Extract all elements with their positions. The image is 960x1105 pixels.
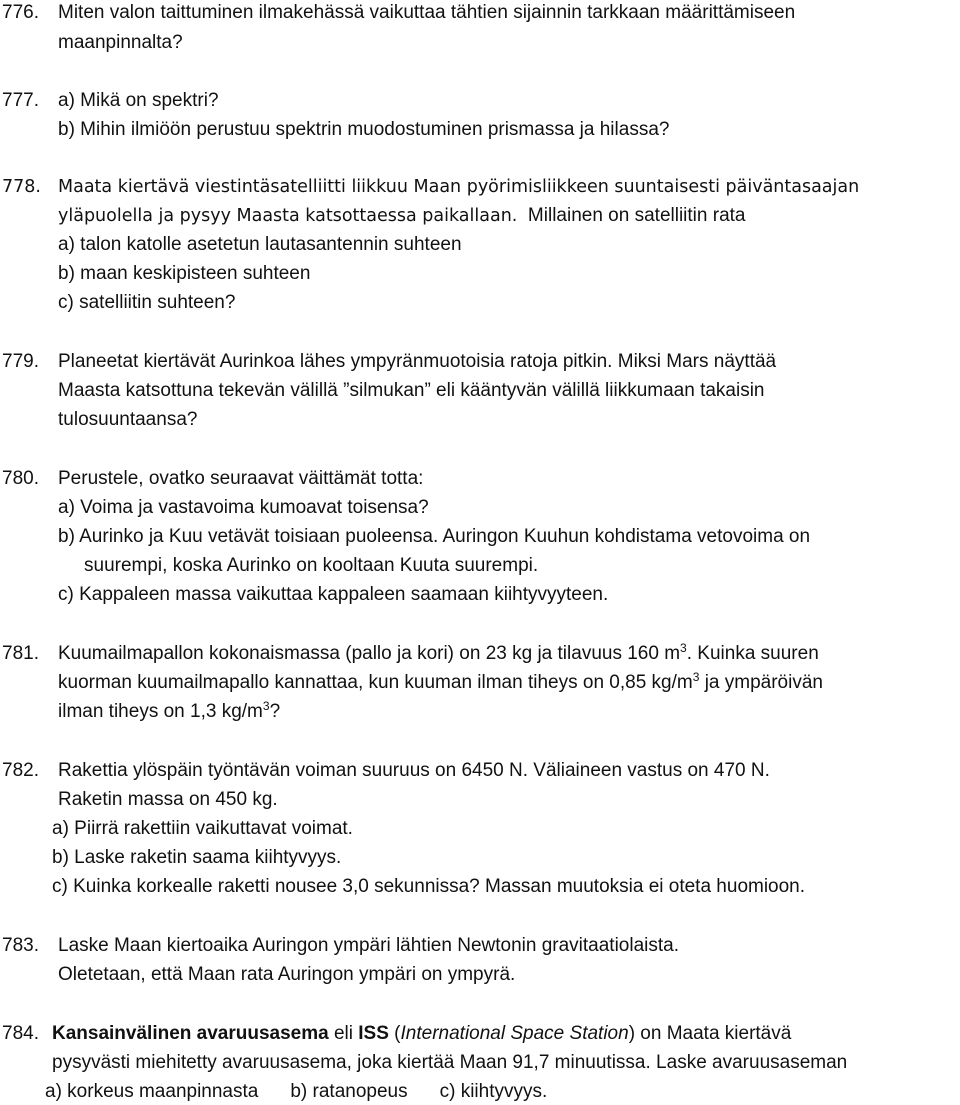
problem-text: Rakettia ylöspäin työntävän voiman suuruus on 6450 N. Väliaineen vastus on 470 N. (58, 760, 770, 781)
problem-784-line-1 (2, 1021, 791, 1047)
problem-text: Perustele, ovatko seuraavat väittämät totta: (58, 468, 424, 489)
problem-782-line-c (52, 874, 805, 900)
problem-781-line-3 (58, 699, 280, 725)
problem-text: ( (388, 1023, 401, 1044)
problem-text: Maata kiertävä viestintäsatelliitti liikkuu Maan pyörimisliikkeen suuntaisesti päiväntasaajan (58, 177, 860, 197)
problem-782-line-2 (58, 787, 278, 813)
superscript: 3 (692, 670, 700, 684)
problem-782-line-b (52, 845, 341, 871)
subquestion-b: b) Mihin ilmiöön perustuu spektrin muodostuminen prismassa ja hilassa? (58, 119, 670, 140)
problem-text: Millainen on satelliitin rata (527, 205, 746, 226)
problem-text: ? (269, 701, 281, 722)
problem-text: maanpinnalta? (58, 32, 183, 53)
bold-term: Kansainvälinen avaruusasema (52, 1023, 329, 1044)
problem-text: eli (328, 1023, 359, 1044)
problem-number: 779. (2, 351, 39, 372)
subquestion-a: a) korkeus maanpinnasta (45, 1081, 259, 1102)
problem-number: 783. (2, 935, 39, 956)
problem-778-line-b (58, 261, 310, 287)
problem-number: 780. (2, 468, 39, 489)
italic-term: International Space Station (400, 1023, 629, 1044)
problem-text: ) on Maata kiertävä (628, 1023, 792, 1044)
problem-780-line-c (58, 582, 608, 608)
problem-text: . Kuinka suuren (686, 643, 819, 664)
subquestion-c: c) satelliitin suhteen? (58, 292, 236, 313)
problem-781-line-1 (2, 641, 819, 667)
subquestion-a: a) Voima ja vastavoima kumoavat toisensa? (58, 497, 429, 518)
problem-780-line-b2 (84, 553, 538, 579)
problem-text: Maasta katsottuna tekevän välillä ”silmukan” eli kääntyvän välillä liikkumaan takaisin (58, 380, 765, 401)
problem-text: Raketin massa on 450 kg. (58, 789, 278, 810)
problem-number: 781. (2, 643, 39, 664)
problem-777-line-a (2, 88, 219, 114)
bold-acronym: ISS (358, 1023, 389, 1044)
problem-text: Laske Maan kiertoaika Auringon ympäri lähtien Newtonin gravitaatiolaista. (58, 935, 680, 956)
problem-777-line-b (58, 117, 669, 143)
subquestion-b: b) maan keskipisteen suhteen (58, 263, 311, 284)
problem-text: tulosuuntaansa? (58, 409, 198, 430)
problem-text: Kuumailmapallon kokonaismassa (pallo ja kori) on 23 kg ja tilavuus 160 m (58, 643, 681, 664)
subquestion-a: a) Mikä on spektri? (58, 90, 219, 111)
problem-number: 776. (2, 2, 39, 23)
problem-number: 784. (2, 1023, 39, 1044)
problem-text: kuorman kuumailmapallo kannattaa, kun kuuman ilman tiheys on 0,85 kg/m (58, 672, 693, 693)
problem-783-line-2 (58, 962, 515, 988)
subquestion-c: c) Kuinka korkealle raketti nousee 3,0 sekunnissa? Massan muutoksia ei oteta huomioon. (52, 876, 806, 897)
problem-780-line-1 (2, 466, 423, 492)
problem-text: yläpuolella ja pysyy Maasta katsottaessa paikallaan. (58, 206, 518, 226)
subquestion-b: b) ratanopeus (290, 1081, 408, 1102)
problem-784-line-3 (45, 1079, 547, 1105)
problem-778-line-c (58, 290, 235, 316)
problem-778-line-a (58, 232, 462, 258)
problem-text: Miten valon taittuminen ilmakehässä vaikuttaa tähtien sijainnin tarkkaan määrittämiseen (58, 2, 796, 23)
problem-781-line-2 (58, 670, 823, 696)
superscript: 3 (680, 641, 687, 655)
problem-782-line-1 (2, 758, 770, 784)
problem-number: 782. (2, 760, 39, 781)
problem-776-line-1 (2, 0, 795, 26)
problem-783-line-1 (2, 933, 679, 959)
problem-number: 778. (2, 177, 41, 197)
problem-784-line-2 (52, 1050, 847, 1076)
problem-text: Oletetaan, että Maan rata Auringon ympäri on ympyrä. (58, 964, 516, 985)
problem-text: ja ympäröivän (699, 672, 823, 693)
problem-776-line-2 (58, 30, 183, 56)
problem-778-line-2 (58, 203, 745, 229)
subquestion-b-continued: suurempi, koska Aurinko on kooltaan Kuuta suurempi. (84, 555, 539, 576)
problem-779-line-2 (58, 378, 765, 404)
subquestion-c: c) kiihtyvyys. (439, 1081, 548, 1102)
subquestion-a: a) Piirrä rakettiin vaikuttavat voimat. (52, 818, 353, 839)
problem-text: Planeetat kiertävät Aurinkoa lähes ympyränmuotoisia ratoja pitkin. Miksi Mars näyttää (58, 351, 777, 372)
problem-text: pysyvästi miehitetty avaruusasema, joka kiertää Maan 91,7 minuutissa. Laske avaruusaseman (52, 1052, 848, 1073)
subquestion-a: a) talon katolle asetetun lautasantennin suhteen (58, 234, 462, 255)
problem-780-line-b (58, 524, 810, 550)
subquestion-b: b) Aurinko ja Kuu vetävät toisiaan puoleensa. Auringon Kuuhun kohdistama vetovoima on (58, 526, 811, 547)
problem-779-line-3 (58, 407, 197, 433)
problem-782-line-a (52, 816, 353, 842)
problem-text: ilman tiheys on 1,3 kg/m (58, 701, 263, 722)
problem-779-line-1 (2, 349, 776, 375)
subquestion-b: b) Laske raketin saama kiihtyvyys. (52, 847, 342, 868)
problem-780-line-a (58, 495, 429, 521)
problem-number: 777. (2, 90, 39, 111)
subquestion-c: c) Kappaleen massa vaikuttaa kappaleen saamaan kiihtyvyyteen. (58, 584, 609, 605)
superscript: 3 (262, 699, 270, 713)
problem-778-line-1 (2, 174, 859, 200)
